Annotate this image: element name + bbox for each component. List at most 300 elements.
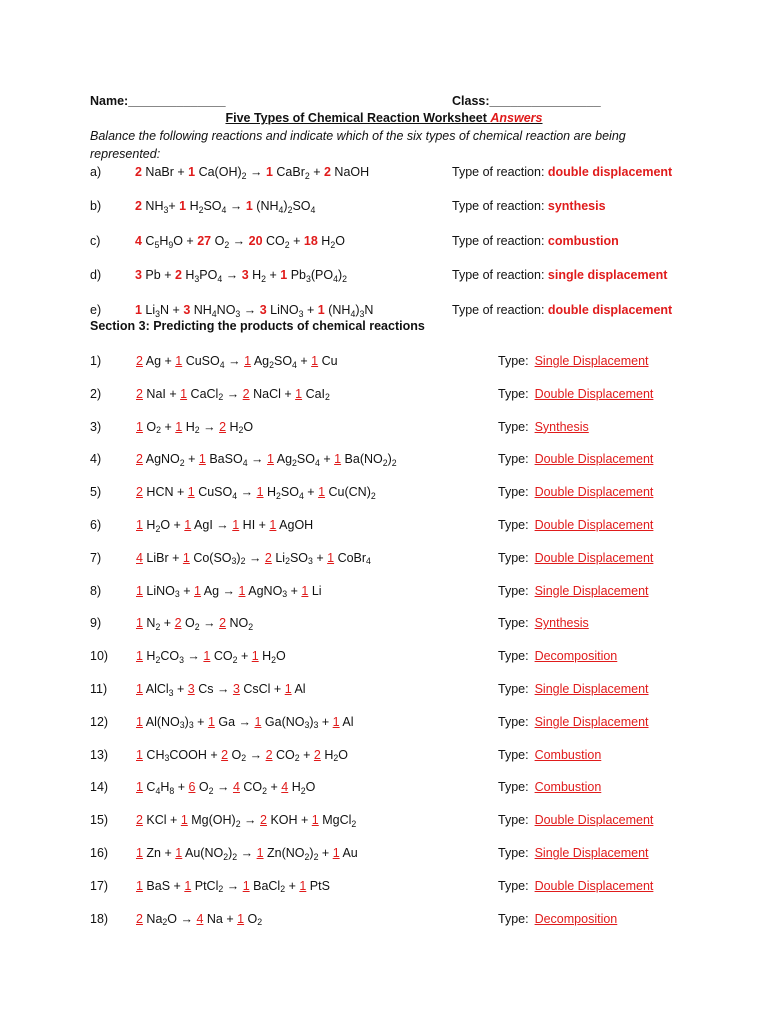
subscript: 3 bbox=[168, 687, 174, 698]
subscript: 4 bbox=[219, 359, 225, 370]
formula-text: LiBr + bbox=[142, 550, 183, 565]
coefficient: 1 bbox=[184, 518, 192, 532]
coefficient: 1 bbox=[136, 747, 143, 762]
coefficient: 2 bbox=[264, 550, 272, 565]
coefficient: 1 bbox=[136, 518, 143, 532]
coefficient: 1 bbox=[311, 354, 319, 368]
balanced-equation bbox=[136, 450, 397, 469]
subscript: 2 bbox=[276, 490, 281, 501]
formula-text: Zn(NO bbox=[263, 846, 305, 860]
name-field-label: Name:______________ bbox=[90, 94, 226, 108]
formula-text: O bbox=[228, 747, 242, 762]
formula-text: Zn + bbox=[142, 846, 176, 860]
coefficient: 20 bbox=[248, 234, 263, 248]
formula-text: → bbox=[247, 452, 268, 467]
row-label: 8) bbox=[90, 583, 102, 598]
formula-text: Au bbox=[339, 846, 358, 860]
formula-text: → bbox=[229, 234, 249, 248]
balanced-equation bbox=[136, 483, 376, 502]
formula-text: + bbox=[318, 846, 333, 860]
formula-text: Mg(OH) bbox=[187, 813, 236, 828]
formula-text: + bbox=[160, 616, 175, 631]
type-answer: Single Displacement bbox=[534, 714, 649, 729]
balanced-equation bbox=[135, 232, 345, 251]
reaction-type bbox=[498, 582, 649, 600]
type-answer: Synthesis bbox=[534, 616, 589, 631]
formula-text: O bbox=[335, 234, 345, 248]
coefficient: 1 bbox=[332, 714, 340, 729]
formula-text: SO bbox=[292, 199, 311, 213]
balanced-equation bbox=[136, 680, 306, 699]
formula-text: ) bbox=[228, 846, 233, 860]
formula-text: SO bbox=[289, 550, 309, 565]
subscript: 2 bbox=[156, 425, 162, 436]
formula-text: → bbox=[240, 813, 261, 828]
row-label: 3) bbox=[90, 419, 102, 434]
coefficient: 2 bbox=[219, 419, 227, 434]
formula-text: Na + bbox=[203, 911, 238, 926]
formula-text: AlCl bbox=[142, 682, 169, 696]
coefficient: 2 bbox=[136, 813, 143, 828]
formula-text: Ga → bbox=[214, 714, 255, 729]
row-label: 7) bbox=[90, 550, 102, 565]
coefficient: 1 bbox=[311, 813, 319, 828]
coefficient: 1 bbox=[295, 386, 303, 401]
row-label: 12) bbox=[90, 714, 109, 729]
subscript: 4 bbox=[211, 308, 217, 319]
subscript: 2 bbox=[280, 884, 286, 895]
formula-text: SO bbox=[296, 452, 315, 467]
type-label: Type: bbox=[498, 518, 529, 532]
type-answer: Single Displacement bbox=[534, 682, 649, 696]
formula-text: Al bbox=[291, 682, 306, 696]
subscript: 8 bbox=[169, 786, 175, 797]
formula-text: + bbox=[173, 682, 188, 696]
formula-text: CsCl + bbox=[239, 682, 285, 696]
reaction-type bbox=[498, 746, 601, 764]
reaction-type bbox=[498, 385, 653, 403]
formula-text: H bbox=[288, 780, 301, 795]
formula-text: → bbox=[245, 550, 265, 565]
coefficient: 2 bbox=[136, 485, 143, 500]
formula-text: N bbox=[364, 303, 374, 317]
formula-text: ) bbox=[309, 714, 314, 729]
type-label: Type: bbox=[498, 386, 529, 401]
coefficient: 1 bbox=[242, 878, 250, 893]
subscript: 4 bbox=[310, 204, 316, 215]
formula-text: Cu(CN) bbox=[325, 485, 371, 500]
subscript: 2 bbox=[218, 392, 224, 403]
reaction-type bbox=[498, 844, 649, 862]
formula-text: + bbox=[289, 234, 304, 248]
reaction-type bbox=[498, 910, 617, 928]
subscript: 2 bbox=[194, 425, 200, 436]
reaction-type bbox=[498, 713, 649, 731]
subscript: 4 bbox=[333, 273, 338, 284]
formula-text: O bbox=[211, 234, 225, 248]
subscript: 2 bbox=[232, 654, 238, 665]
subscript: 3 bbox=[235, 308, 241, 319]
formula-text: + bbox=[299, 747, 314, 762]
coefficient: 1 bbox=[198, 452, 206, 467]
formula-text: SO bbox=[203, 199, 222, 213]
subscript: 2 bbox=[248, 622, 254, 633]
subscript: 4 bbox=[298, 490, 304, 501]
formula-text: KOH + bbox=[266, 813, 312, 828]
formula-text: → bbox=[223, 386, 243, 401]
formula-text: H bbox=[142, 518, 156, 532]
type-label: Type: bbox=[498, 780, 529, 795]
coefficient: 1 bbox=[136, 846, 143, 860]
formula-text: H bbox=[226, 419, 239, 434]
balanced-equation bbox=[136, 516, 313, 535]
coefficient: 1 bbox=[332, 846, 340, 860]
formula-text: + bbox=[266, 268, 281, 282]
reaction-type bbox=[498, 483, 653, 501]
formula-text: O bbox=[276, 649, 286, 664]
coefficient: 1 bbox=[244, 354, 252, 368]
coefficient: 3 bbox=[241, 268, 249, 282]
balanced-equation bbox=[136, 746, 348, 765]
reaction-type bbox=[498, 450, 653, 468]
formula-text: COOH + bbox=[169, 747, 222, 762]
formula-text: Cs → bbox=[194, 682, 233, 696]
formula-text: KCl + bbox=[142, 813, 181, 828]
subscript: 3 bbox=[179, 720, 185, 731]
coefficient: 4 bbox=[281, 780, 289, 795]
formula-text: ) bbox=[236, 550, 241, 565]
balanced-equation bbox=[136, 647, 286, 666]
type-label: Type of reaction: bbox=[452, 165, 548, 179]
row-label: 11) bbox=[90, 682, 108, 696]
type-answer: Synthesis bbox=[534, 419, 589, 434]
formula-text: → bbox=[222, 268, 242, 282]
formula-text: AgNO bbox=[245, 583, 283, 598]
subscript: 4 bbox=[221, 204, 227, 215]
formula-text: CoBr bbox=[334, 550, 367, 565]
type-label: Type: bbox=[498, 878, 529, 893]
row-label: 1) bbox=[90, 354, 102, 368]
type-answer: Double Displacement bbox=[534, 485, 654, 500]
subscript: 3 bbox=[304, 720, 310, 731]
coefficient: 1 bbox=[180, 386, 188, 401]
subscript: 2 bbox=[269, 359, 274, 370]
subscript: 2 bbox=[313, 851, 319, 862]
formula-text: Pb + bbox=[141, 268, 175, 282]
subscript: 2 bbox=[208, 786, 214, 797]
type-label: Type of reaction: bbox=[452, 268, 548, 282]
formula-text: O bbox=[243, 419, 254, 434]
subscript: 2 bbox=[232, 851, 238, 862]
title-text: Five Types of Chemical Reaction Worksheet bbox=[225, 111, 491, 125]
formula-text: NaBr + bbox=[141, 165, 189, 179]
row-label: d) bbox=[90, 268, 102, 282]
type-label: Type of reaction: bbox=[452, 234, 548, 248]
formula-text: Li bbox=[271, 550, 286, 565]
formula-text: BaS + bbox=[142, 878, 185, 893]
coefficient: 3 bbox=[232, 682, 240, 696]
subscript: 2 bbox=[292, 458, 297, 469]
row-label: c) bbox=[90, 234, 101, 248]
subscript: 4 bbox=[366, 556, 371, 567]
subscript: 2 bbox=[370, 490, 376, 501]
type-label: Type: bbox=[498, 846, 529, 860]
formula-text: H bbox=[320, 747, 334, 762]
formula-text: (PO bbox=[310, 268, 334, 282]
subscript: 2 bbox=[238, 425, 244, 436]
coefficient: 1 bbox=[136, 682, 143, 696]
coefficient: 3 bbox=[183, 303, 191, 317]
formula-text: H bbox=[182, 419, 195, 434]
formula-text: NH bbox=[190, 303, 212, 317]
reaction-type bbox=[498, 516, 653, 534]
formula-text: H bbox=[248, 268, 262, 282]
formula-text: AgI → bbox=[191, 518, 233, 532]
coefficient: 2 bbox=[219, 616, 227, 631]
formula-text: + bbox=[303, 485, 319, 500]
formula-text: SO bbox=[273, 354, 293, 368]
type-answer: Double Displacement bbox=[534, 813, 654, 828]
type-label: Type: bbox=[498, 485, 529, 500]
row-label: 17) bbox=[90, 878, 109, 893]
coefficient: 2 bbox=[135, 199, 142, 213]
reaction-type bbox=[498, 614, 589, 632]
coefficient: 2 bbox=[221, 747, 229, 762]
row-label: 18) bbox=[90, 911, 109, 926]
coefficient: 1 bbox=[317, 303, 325, 317]
formula-text: CaBr bbox=[272, 165, 305, 179]
subscript: 3 bbox=[298, 308, 304, 319]
subscript: 2 bbox=[162, 917, 168, 928]
subscript: 2 bbox=[300, 786, 306, 797]
formula-text: + bbox=[312, 550, 328, 565]
coefficient: 1 bbox=[182, 550, 190, 565]
class-field-label: Class:________________ bbox=[452, 94, 601, 108]
formula-text: ) bbox=[184, 714, 189, 729]
coefficient: 1 bbox=[284, 682, 292, 696]
formula-text: + bbox=[309, 165, 324, 179]
coefficient: 1 bbox=[136, 616, 143, 631]
type-answer: Double Displacement bbox=[534, 518, 654, 532]
formula-text: NO bbox=[216, 303, 236, 317]
type-answer: Combustion bbox=[534, 747, 602, 762]
subscript: 2 bbox=[262, 786, 268, 797]
coefficient: 1 bbox=[175, 846, 183, 860]
formula-text: NaOH bbox=[330, 165, 370, 179]
reaction-type bbox=[498, 680, 649, 698]
coefficient: 2 bbox=[136, 386, 143, 401]
formula-text: + bbox=[318, 714, 333, 729]
subscript: 2 bbox=[155, 654, 161, 665]
coefficient: 27 bbox=[197, 234, 212, 248]
coefficient: 1 bbox=[280, 268, 288, 282]
coefficient: 1 bbox=[136, 583, 143, 598]
subscript: 3 bbox=[305, 273, 311, 284]
coefficient: 1 bbox=[245, 199, 253, 213]
reaction-type bbox=[452, 266, 667, 284]
balanced-equation bbox=[136, 614, 253, 633]
formula-text: ) bbox=[387, 452, 392, 467]
formula-text: LiNO bbox=[266, 303, 299, 317]
coefficient: 1 bbox=[237, 911, 245, 926]
coefficient: 3 bbox=[259, 303, 267, 317]
reaction-type bbox=[498, 549, 653, 567]
balanced-equation bbox=[135, 197, 315, 216]
coefficient: 4 bbox=[135, 234, 142, 248]
formula-text: O + bbox=[160, 518, 185, 532]
type-answer: Decomposition bbox=[534, 911, 618, 926]
type-answer: double displacement bbox=[547, 303, 673, 317]
coefficient: 18 bbox=[303, 234, 318, 248]
subscript: 3 bbox=[194, 273, 200, 284]
reaction-type bbox=[498, 418, 589, 436]
subscript: 4 bbox=[242, 458, 248, 469]
instructions: Balance the following reactions and indicate which of the six types of chemical reaction are being represented: bbox=[90, 129, 626, 161]
formula-text: → bbox=[199, 616, 220, 631]
balanced-equation bbox=[136, 877, 330, 896]
coefficient: 1 bbox=[136, 780, 143, 795]
formula-text: O bbox=[244, 911, 258, 926]
balanced-equation bbox=[136, 844, 358, 863]
coefficient: 1 bbox=[136, 714, 143, 729]
row-label: 5) bbox=[90, 485, 102, 500]
type-answer: Double Displacement bbox=[534, 878, 654, 893]
balanced-equation bbox=[136, 352, 338, 371]
formula-text: O bbox=[195, 780, 209, 795]
formula-text: + bbox=[161, 419, 176, 434]
type-answer: Single Displacement bbox=[534, 583, 649, 598]
formula-text: + bbox=[237, 649, 252, 664]
formula-text: HCN + bbox=[142, 485, 188, 500]
subscript: 2 bbox=[224, 239, 230, 250]
formula-text: O bbox=[181, 616, 195, 631]
formula-text: AgOH bbox=[276, 518, 314, 532]
subscript: 2 bbox=[240, 556, 246, 567]
formula-text: + bbox=[179, 583, 195, 598]
formula-text: H bbox=[263, 485, 277, 500]
subscript: 2 bbox=[198, 204, 204, 215]
formula-text: BaSO bbox=[205, 452, 243, 467]
formula-text: + bbox=[296, 354, 312, 368]
formula-text: NaI + bbox=[142, 386, 181, 401]
subscript: 3 bbox=[282, 589, 288, 600]
coefficient: 1 bbox=[334, 452, 342, 467]
coefficient: 1 bbox=[256, 846, 264, 860]
coefficient: 1 bbox=[269, 518, 277, 532]
formula-text: Ca(OH) bbox=[195, 165, 242, 179]
balanced-equation bbox=[135, 266, 347, 285]
type-label: Type: bbox=[498, 747, 529, 762]
formula-text: C bbox=[142, 780, 156, 795]
subscript: 2 bbox=[342, 273, 348, 284]
coefficient: 1 bbox=[188, 165, 196, 179]
formula-text: CO bbox=[262, 234, 285, 248]
subscript: 2 bbox=[330, 239, 336, 250]
subscript: 2 bbox=[285, 556, 290, 567]
subscript: 3 bbox=[163, 204, 169, 215]
type-label: Type: bbox=[498, 550, 529, 565]
formula-text: CO bbox=[210, 649, 233, 664]
coefficient: 1 bbox=[203, 649, 211, 664]
formula-text: H bbox=[317, 234, 331, 248]
formula-text: + bbox=[287, 583, 302, 598]
type-label: Type: bbox=[498, 616, 529, 631]
coefficient: 1 bbox=[179, 199, 187, 213]
coefficient: 3 bbox=[135, 268, 142, 282]
row-label: 9) bbox=[90, 616, 102, 631]
formula-text: AgNO bbox=[142, 452, 180, 467]
formula-text: + bbox=[174, 780, 189, 795]
formula-text: ) bbox=[309, 846, 314, 860]
formula-text: CaCl bbox=[187, 386, 219, 401]
type-answer: Double Displacement bbox=[534, 550, 654, 565]
type-label: Type: bbox=[498, 354, 529, 368]
section3-heading: Section 3: Predicting the products of chemical reactions bbox=[90, 319, 425, 333]
worksheet-title bbox=[0, 111, 768, 125]
subscript: 3 bbox=[188, 720, 194, 731]
formula-text: PO bbox=[199, 268, 218, 282]
formula-text: NH bbox=[141, 199, 164, 213]
reaction-type bbox=[452, 232, 619, 250]
coefficient: 1 bbox=[265, 165, 273, 179]
formula-text: Ag bbox=[251, 354, 270, 368]
formula-text: → bbox=[226, 199, 246, 213]
formula-text: N bbox=[142, 616, 156, 631]
balanced-equation bbox=[135, 301, 373, 320]
coefficient: 1 bbox=[136, 419, 143, 434]
formula-text: H bbox=[258, 649, 272, 664]
formula-text: + bbox=[303, 303, 318, 317]
type-answer: Decomposition bbox=[534, 649, 618, 664]
formula-text: Cu bbox=[318, 354, 338, 368]
row-label: 15) bbox=[90, 813, 109, 828]
reaction-type bbox=[452, 197, 606, 215]
coefficient: 2 bbox=[260, 813, 267, 828]
subscript: 3 bbox=[313, 720, 319, 731]
type-answer: Combustion bbox=[534, 780, 602, 795]
row-label: b) bbox=[90, 199, 102, 213]
subscript: 2 bbox=[287, 204, 293, 215]
reaction-type bbox=[498, 647, 617, 665]
formula-text: Co(SO bbox=[189, 550, 232, 565]
coefficient: 1 bbox=[267, 452, 274, 467]
type-label: Type: bbox=[498, 714, 529, 729]
coefficient: 1 bbox=[136, 878, 143, 893]
reaction-type bbox=[498, 811, 653, 829]
balanced-equation bbox=[136, 549, 371, 568]
subscript: 2 bbox=[325, 392, 330, 403]
subscript: 2 bbox=[257, 917, 263, 928]
coefficient: 2 bbox=[174, 616, 182, 631]
coefficient: 2 bbox=[174, 268, 182, 282]
subscript: 2 bbox=[218, 884, 224, 895]
formula-text: PtS bbox=[306, 878, 330, 893]
subscript: 4 bbox=[314, 458, 320, 469]
coefficient: 1 bbox=[194, 583, 201, 598]
type-label: Type: bbox=[498, 452, 529, 467]
subscript: 2 bbox=[391, 458, 397, 469]
subscript: 3 bbox=[164, 753, 170, 764]
subscript: 2 bbox=[284, 239, 290, 250]
coefficient: 1 bbox=[207, 714, 215, 729]
reaction-type bbox=[498, 778, 601, 796]
formula-text: N + bbox=[160, 303, 184, 317]
coefficient: 2 bbox=[136, 452, 143, 467]
row-label: a) bbox=[90, 165, 102, 179]
type-answer: single displacement bbox=[547, 268, 668, 282]
type-label: Type: bbox=[498, 419, 529, 434]
type-label: Type: bbox=[498, 682, 529, 696]
